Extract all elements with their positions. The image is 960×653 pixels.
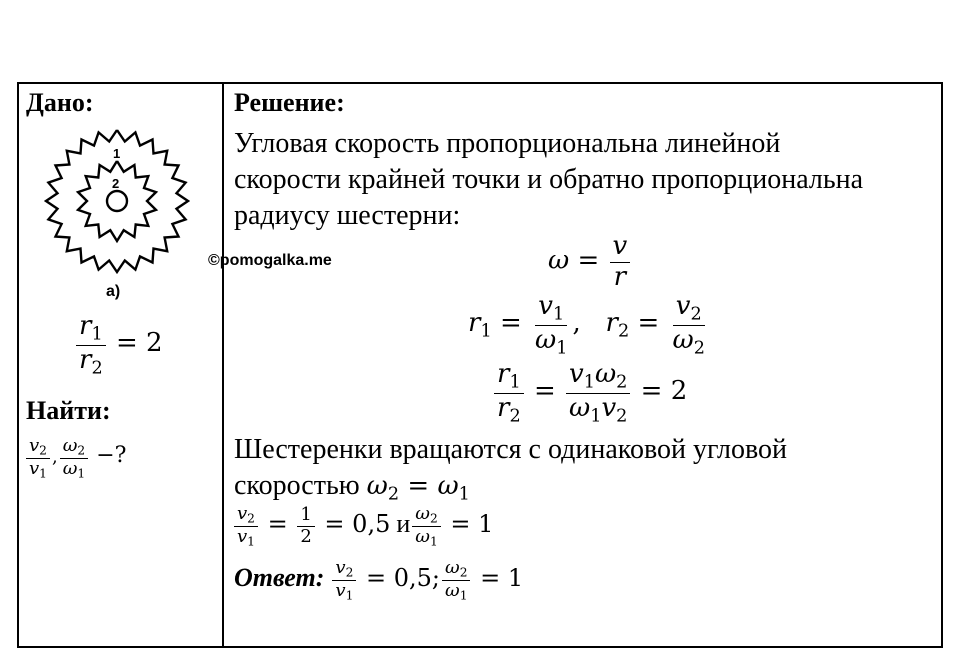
answer-label: Ответ: xyxy=(234,562,325,592)
given-ratio: $\frac{r_1}{r_2}$ = 2 xyxy=(74,312,163,378)
formula-radii: $r_1$ = $\frac{v_1}{\omega_1}$ , $r_2$ = $\frac{v_2}{\omega_2}$ xyxy=(468,291,705,358)
solution-header: Решение: xyxy=(234,88,345,117)
result-value-2: 1 xyxy=(478,509,494,538)
answer-value-1: 0,5 xyxy=(393,563,432,592)
result-line: $\frac{v_2}{v_1}$ = $\frac{1}{2}$ = 0,5 и $\frac{\omega_2}{\omega_1}$ = 1 xyxy=(232,504,493,548)
given-ratio-value: 2 xyxy=(146,328,163,359)
find-question: −? xyxy=(96,443,127,469)
find-quantities: $\frac{v_2}{v_1}$ , $\frac{\omega_2}{\omega_1}$ −? xyxy=(24,436,126,480)
conclusion-line-2: скоростью $\omega_2 = \omega_1$ xyxy=(234,470,470,505)
find-header: Найти: xyxy=(26,396,111,425)
result-value-1: 0,5 xyxy=(352,509,391,538)
gear-axle xyxy=(107,191,127,211)
column-divider xyxy=(222,82,224,648)
formula-omega: ω = $\frac{v}{r}$ xyxy=(548,232,632,293)
given-header: Дано: xyxy=(26,88,94,117)
inner-gear xyxy=(78,161,156,241)
formula-ratio-value: 2 xyxy=(670,376,688,407)
answer-line: Ответ: $\frac{v_2}{v_1}$ = 0,5; $\frac{\omega_2}{\omega_1}$ = 1 xyxy=(234,557,524,603)
figure-label: а) xyxy=(106,283,121,300)
solution-line-3: радиусу шестерни: xyxy=(234,200,461,231)
formula-ratio: $\frac{r_1}{r_2}$ = $\frac{v_1\omega_2}{\omega_1v_2}$ = 2 xyxy=(492,360,687,426)
solution-line-2: скорости крайней точки и обратно пропорциональна xyxy=(234,164,864,195)
gear-label-2: 2 xyxy=(112,176,120,191)
answer-value-2: 1 xyxy=(507,563,524,592)
solution-line-1: Угловая скорость пропорциональна линейной xyxy=(234,128,781,159)
watermark: ©pomogalka.me xyxy=(208,252,332,269)
conclusion-line-1: Шестеренки вращаются с одинаковой угловой xyxy=(234,434,788,465)
gear-label-1: 1 xyxy=(113,146,121,161)
gears-figure xyxy=(44,128,190,274)
